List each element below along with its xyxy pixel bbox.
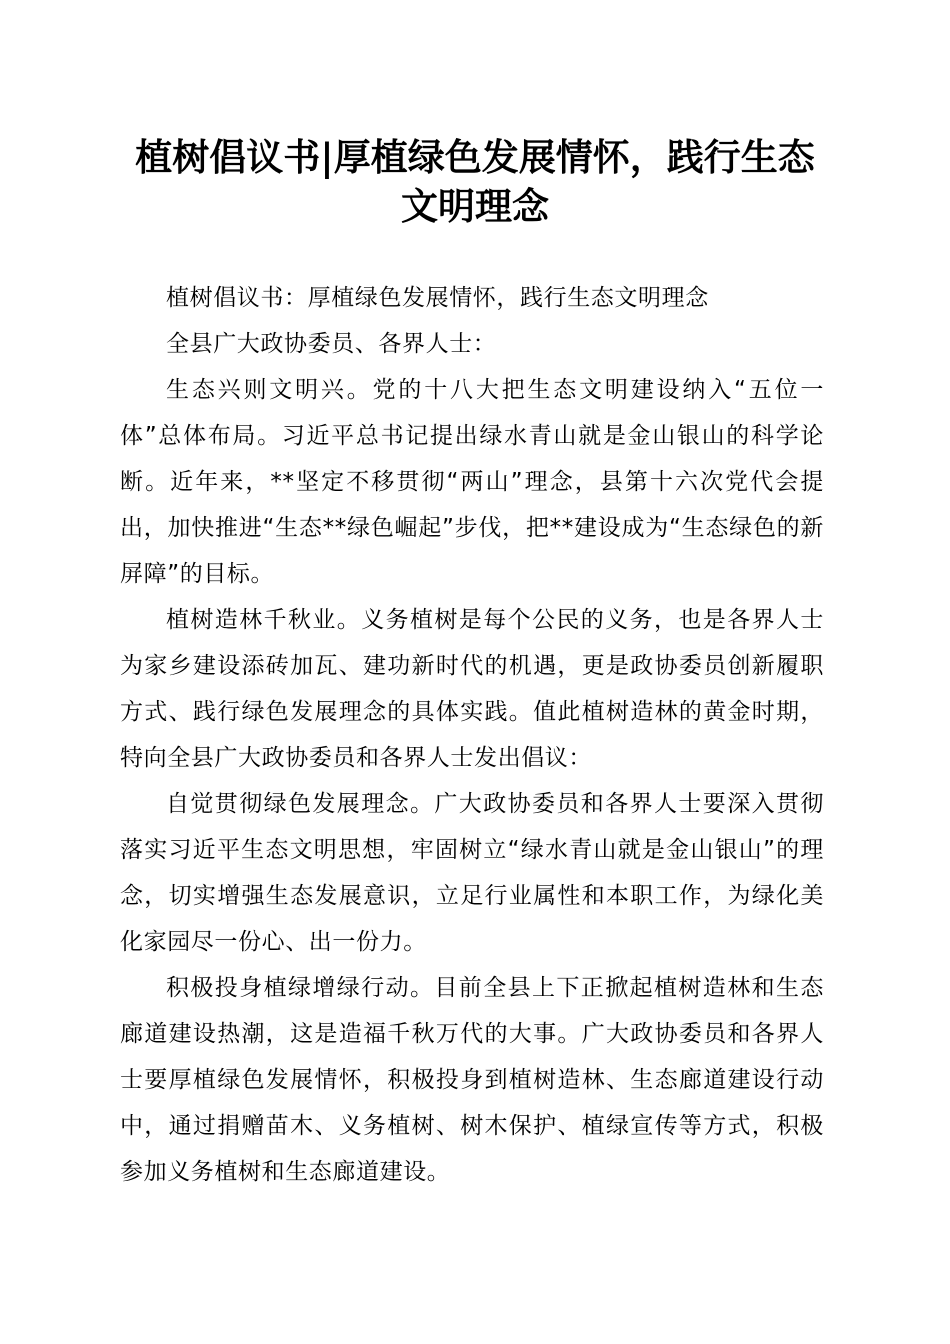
paragraph-afforestation: 植树造林千秋业。义务植树是每个公民的义务，也是各界人士为家乡建设添砖加瓦、建功新时代的机遇，更是政协委员创新履职方式、践行绿色发展理念的具体实践。值此植树造林的黄金时期，特向全县广大政协委员和各界人士发出倡议： [120,607,824,771]
paragraph-ecology: 生态兴则文明兴。党的十八大把生态文明建设纳入“五位一体”总体布局。习近平总书记提出绿水青山就是金山银山的科学论断。近年来，**坚定不移贯彻“两山”理念，县第十六次党代会提出，加快推进“生态**绿色崛起”步伐，把**建设成为“生态绿色的新屏障”的目标。 [120,377,824,587]
paragraph-green-development: 自觉贯彻绿色发展理念。广大政协委员和各界人士要深入贯彻落实习近平生态文明思想，牢固树立“绿水青山就是金山银山”的理念，切实增强生态发展意识，立足行业属性和本职工作，为绿化美化家园尽一份心、出一份力。 [120,791,824,955]
paragraph-subtitle: 植树倡议书：厚植绿色发展情怀，践行生态文明理念 [166,285,709,311]
paragraph-planting-action: 积极投身植绿增绿行动。目前全县上下正掀起植树造林和生态廊道建设热潮，这是造福千秋万代的大事。广大政协委员和各界人士要厚植绿色发展情怀，积极投身到植树造林、生态廊道建设行动中，通过捐赠苗木、义务植树、树木保护、植绿宣传等方式，积极参加义务植树和生态廊道建设。 [120,975,824,1185]
paragraph-salutation: 全县广大政协委员、各界人士： [166,331,497,357]
document-body [120,275,824,1195]
document-title: 植树倡议书|厚植绿色发展情怀，践行生态文明理念 [135,135,815,228]
